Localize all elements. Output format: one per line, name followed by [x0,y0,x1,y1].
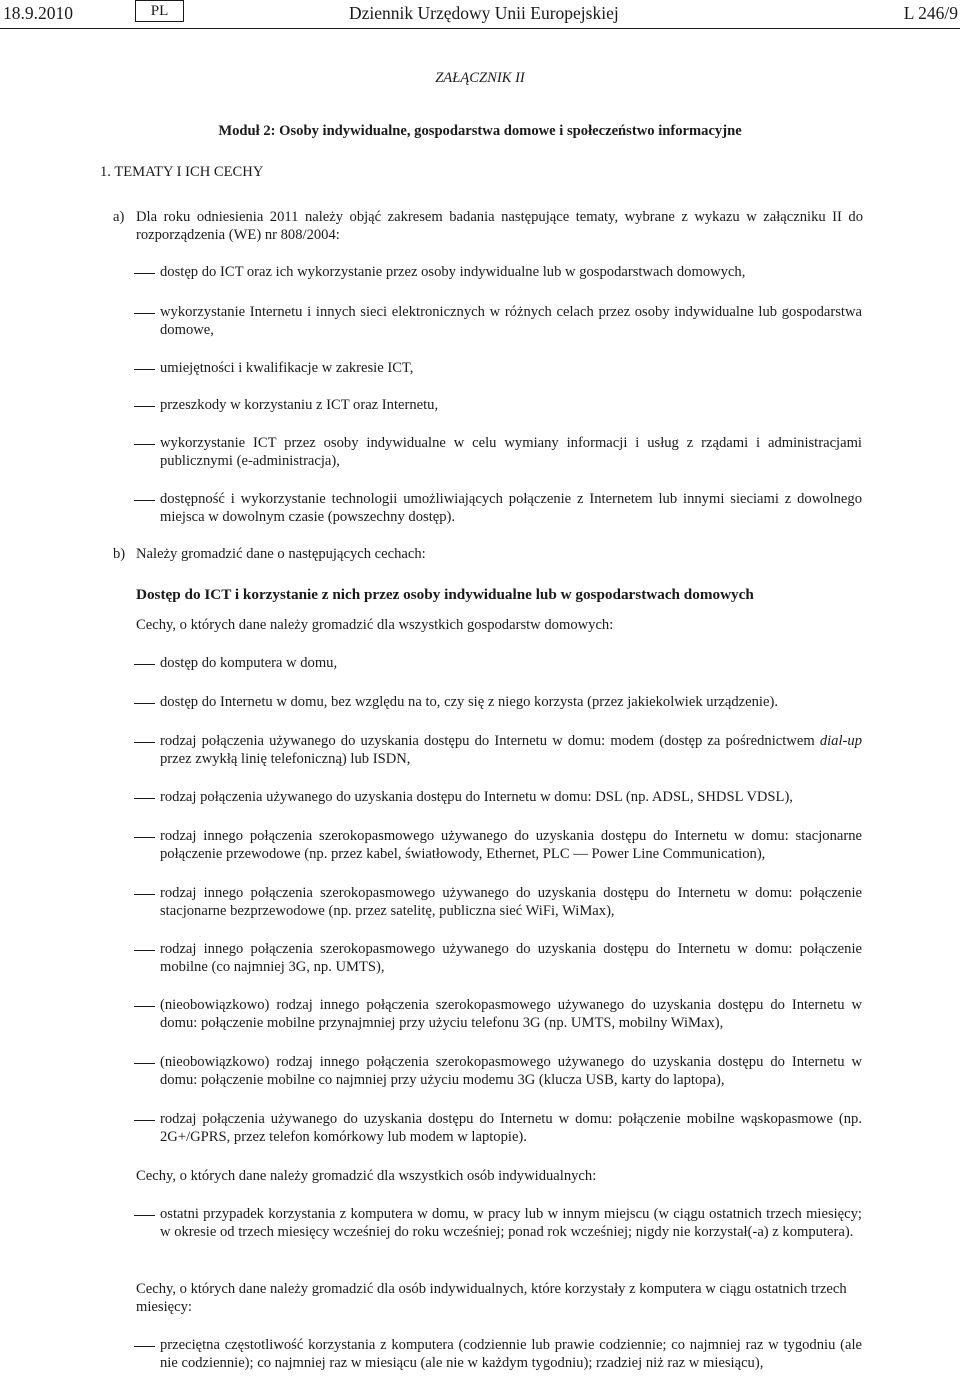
list-item: rodzaj połączenia używanego do uzyskania dostępu do Internetu w domu: DSL (np. ADSL, SHDSL VDSL), [160,789,862,807]
journal-title: Dziennik Urzędowy Unii Europejskiej [349,3,619,23]
module-title: Moduł 2: Osoby indywidualne, gospodarstwa domowe i społeczeństwo informacyjne [218,123,742,139]
paragraph-a [113,209,863,244]
paragraph-text: Należy gromadzić dane o następujących cechach: [136,546,426,562]
item-text: przez zwykłą linię telefoniczną) lub ISDN, [160,750,411,767]
list-item: (nieobowiązkowo) rodzaj innego połączenia szerokopasmowego używanego do uzyskania dostępu do Internetu w domu: połączenie mobilne co najmniej przy użyciu modemu 3G (klucza USB, karty do laptopa), [160,1054,862,1088]
individuals-intro: Cechy, o których dane należy gromadzić dla wszystkich osób indywidualnych: [136,1168,597,1184]
list-item: rodzaj innego połączenia szerokopasmowego używanego do uzyskania dostępu do Internetu w domu: połączenie stacjonarne bezprzewodowe (np. przez satelitę, publiczna sieć WiFi, WiMax), [160,885,862,919]
header-rule [0,28,960,29]
annex-title: ZAŁĄCZNIK II [435,70,525,86]
list-item: przeszkody w korzystaniu z ICT oraz Internetu, [160,397,862,415]
section-heading: 1. TEMATY I ICH CECHY [100,164,264,180]
subheading: Dostęp do ICT i korzystanie z nich przez osoby indywidualne lub w gospodarstwach domowych [136,586,754,603]
language-box: PL [135,0,184,22]
users-intro: Cechy, o których dane należy gromadzić dla osób indywidualnych, które korzystały z komputera w ciągu ostatnich trzech miesięcy: [136,1281,847,1315]
paragraph-label: b) [113,546,126,562]
page-number: L 246/9 [903,3,958,23]
list-item: dostęp do Internetu w domu, bez względu na to, czy się z niego korzysta (przez jakiekolwiek urządzenie). [160,694,862,712]
list-item: przeciętna częstotliwość korzystania z komputera (codziennie lub prawie codziennie; co najmniej raz w tygodniu (ale nie codziennie); co najmniej raz w miesiącu (ale nie w każdym tygodniu); rzadziej niż raz w miesiącu), [160,1337,862,1371]
paragraph-label: a) [113,209,125,225]
item-text: rodzaj połączenia używanego do uzyskania dostępu do Internetu w domu: modem (dostęp za pośrednictwem [160,733,820,749]
list-item: wykorzystanie ICT przez osoby indywidualne w celu wymiany informacji i usług z rządami i administracjami publicznymi (e-administracja), [160,435,862,469]
list-item: rodzaj połączenia używanego do uzyskania dostępu do Internetu w domu: połączenie mobilne wąskopasmowe (np. 2G+/GPRS, przez telefon komórkowy lub modem w laptopie). [160,1111,862,1145]
paragraph-text: Dla roku odniesienia 2011 należy objąć zakresem badania następujące tematy, wybrane z wykazu w załączniku II do rozporządzenia (WE) nr 808/2004: [136,209,863,243]
list-item: rodzaj innego połączenia szerokopasmowego używanego do uzyskania dostępu do Internetu w domu: stacjonarne połączenie przewodowe (np. przez kabel, światłowody, Ethernet, PLC — Power Line Communication), [160,828,862,862]
list-item: wykorzystanie Internetu i innych sieci elektronicznych w różnych celach przez osoby indywidualne lub gospodarstwa domowe, [160,304,862,338]
list-item: rodzaj innego połączenia szerokopasmowego używanego do uzyskania dostępu do Internetu w domu: połączenie mobilne (co najmniej 3G, np. UMTS), [160,941,862,975]
list-item: umiejętności i kwalifikacje w zakresie ICT, [160,360,862,378]
item-emphasis: dial-up [819,733,862,749]
paragraph-b [113,546,863,564]
publication-date: 18.9.2010 [3,3,73,23]
list-item: dostęp do komputera w domu, [160,655,862,673]
household-intro: Cechy, o których dane należy gromadzić dla wszystkich gospodarstw domowych: [136,617,614,633]
list-item: (nieobowiązkowo) rodzaj innego połączenia szerokopasmowego używanego do uzyskania dostępu do Internetu w domu: połączenie mobilne przynajmniej przy użyciu telefonu 3G (np. UMTS, mobilny WiMax), [160,997,862,1031]
list-item: dostępność i wykorzystanie technologii umożliwiających połączenie z Internetem lub innymi sieciami z dowolnego miejsca w dowolnym czasie (powszechny dostęp). [160,491,862,525]
list-item [160,733,862,768]
list-item: dostęp do ICT oraz ich wykorzystanie przez osoby indywidualne lub w gospodarstwach domowych, [160,264,862,282]
list-item: ostatni przypadek korzystania z komputera w domu, w pracy lub w innym miejscu (w ciągu ostatnich trzech miesięcy; w okresie od trzech miesięcy wcześniej do roku wcześniej; ponad rok wcześniej; nigdy nie korzystał(-a) z komputera). [160,1206,862,1240]
